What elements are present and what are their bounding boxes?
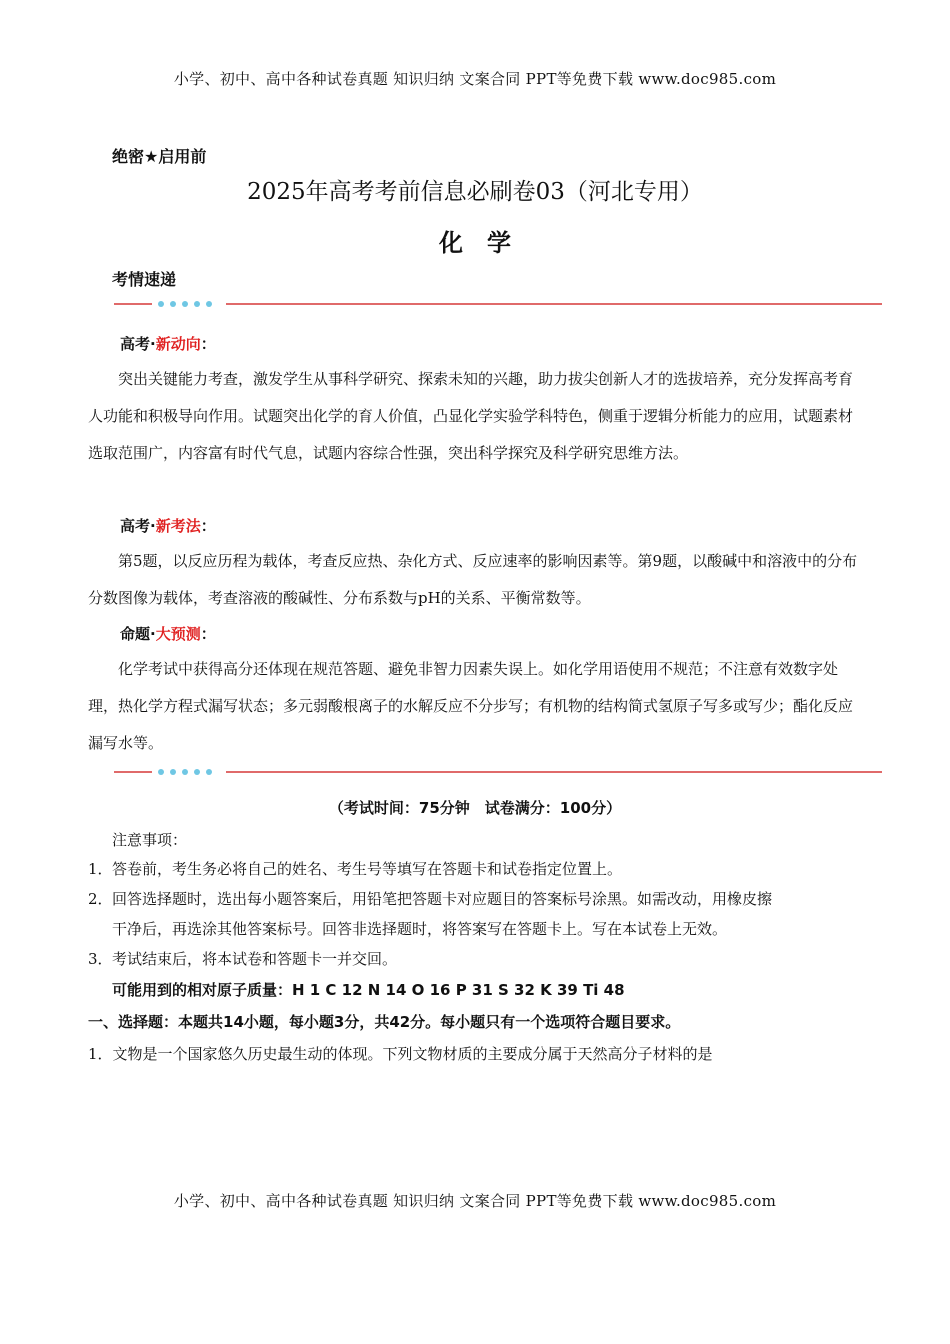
notes-heading: 注意事项： [112,831,188,849]
section-text-new-direction: 突出关键能力考查，激发学生从事科学研究、探索未知的兴趣，助力拔尖创新人才的选拔培养，充分发挥高考育人功能和积极导向作用。试题突出化学的育人价值，凸显化学实验学科特色，侧重于逻辑分析能力的应用，试题素材选取范围广，内容富有时代气息，试题内容综合性强，突出科学探究及科学研究思维方法。 [88,370,854,462]
secret-mark: 绝密★启用前 [112,147,207,166]
subject-title: 化学 [439,228,535,257]
note-item: 3．考试结束后，将本试卷和答题卡一并交回。 [88,950,398,968]
intro-heading: 考情速递 [112,270,177,289]
divider-top [114,299,882,309]
divider-bottom [114,767,882,777]
exam-title: 2025年高考考前信息必刷卷03（河北专用） [247,179,703,205]
section-one-title: 一、选择题：本题共14小题，每小题3分，共42分。每小题只有一个选项符合题目要求。 [88,1013,681,1031]
section-label-new-direction: 高考·新动向： [120,335,216,353]
note-item: 1．答卷前，考生务必将自己的姓名、考生号等填写在答题卡和试卷指定位置上。 [88,860,623,878]
section-label-new-method: 高考·新考法： [120,517,216,535]
question-1: 1．文物是一个国家悠久历史最生动的体现。下列文物材质的主要成分属于天然高分子材料的是 [88,1045,713,1063]
section-text-prediction: 化学考试中获得高分还体现在规范答题、避免非智力因素失误上。如化学用语使用不规范；不注意有效数字处理，热化学方程式漏写状态；多元弱酸根离子的水解反应不分步写；有机物的结构简式氢原子写多或写少；酯化反应漏写水等。 [88,660,854,752]
section-text-new-method: 第5题，以反应历程为载体，考查反应热、杂化方式、反应速率的影响因素等。第9题，以酸碱中和溶液中的分布分数图像为载体，考查溶液的酸碱性、分布系数与pH的关系、平衡常数等。 [88,552,858,607]
exam-info: （考试时间：75分钟 试卷满分：100分） [328,799,622,817]
page-header: 小学、初中、高中各种试卷真题 知识归纳 文案合同 PPT等免费下载 www.doc985.com [173,70,777,88]
page-footer: 小学、初中、高中各种试卷真题 知识归纳 文案合同 PPT等免费下载 www.doc985.com [173,1192,777,1210]
atomic-masses: 可能用到的相对原子质量：H 1 C 12 N 14 O 16 P 31 S 32 K 39 Ti 48 [112,981,625,999]
section-label-prediction: 命题·大预测： [120,625,216,643]
note-item: 2．回答选择题时，选出每小题答案后，用铅笔把答题卡对应题目的答案标号涂黑。如需改动，用橡皮擦 干净后，再选涂其他答案标号。回答非选择题时，将答案写在答题卡上。写在本试卷上无效。 [88,890,773,938]
